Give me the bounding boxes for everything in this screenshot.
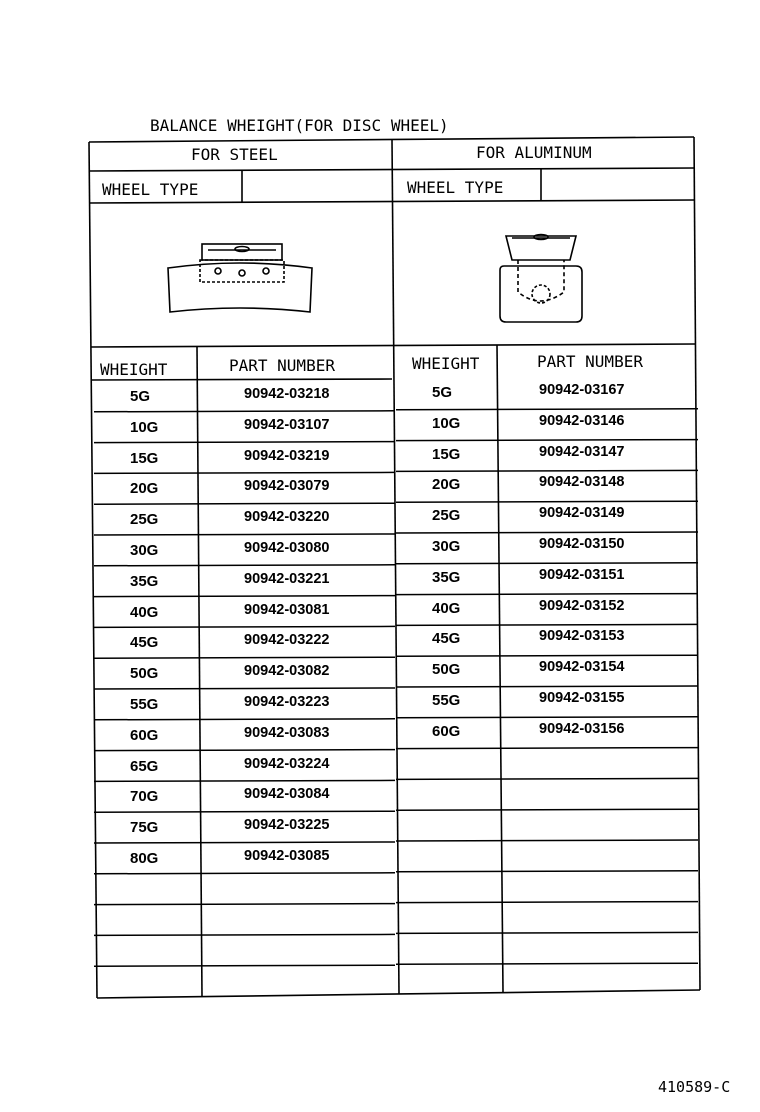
steel-col-weight: WHEIGHT bbox=[100, 360, 168, 379]
aluminum-part-number-cell: 90942-03167 bbox=[539, 382, 625, 398]
aluminum-weight-cell: 45G bbox=[432, 630, 461, 648]
steel-weight-cell: 60G bbox=[130, 726, 159, 744]
aluminum-weight-cell: 15G bbox=[432, 445, 461, 463]
aluminum-part-number-cell: 90942-03146 bbox=[539, 412, 625, 429]
steel-wheel-type-label: WHEEL TYPE bbox=[102, 180, 199, 199]
steel-part-number-cell: 90942-03225 bbox=[244, 817, 330, 834]
steel-part-number-cell: 90942-03220 bbox=[244, 509, 330, 526]
steel-part-number-cell: 90942-03224 bbox=[244, 755, 330, 772]
steel-part-number-cell: 90942-03218 bbox=[244, 386, 330, 402]
steel-weight-cell: 65G bbox=[130, 757, 159, 775]
aluminum-weight-illustration bbox=[490, 228, 590, 328]
aluminum-part-number-cell: 90942-03150 bbox=[539, 536, 625, 552]
steel-weight-cell: 80G bbox=[130, 850, 159, 867]
steel-part-number-cell: 90942-03219 bbox=[244, 447, 330, 464]
steel-weight-cell: 40G bbox=[130, 603, 159, 621]
aluminum-part-number-cell: 90942-03154 bbox=[539, 659, 625, 676]
aluminum-col-weight: WHEIGHT bbox=[412, 354, 480, 373]
aluminum-weight-cell: 60G bbox=[432, 722, 461, 740]
steel-part-number-cell: 90942-03223 bbox=[244, 694, 330, 710]
aluminum-part-number-cell: 90942-03148 bbox=[539, 474, 625, 491]
aluminum-weight-cell: 50G bbox=[432, 661, 461, 679]
steel-part-number-cell: 90942-03079 bbox=[244, 478, 330, 495]
figure-code: 410589-C bbox=[658, 1078, 731, 1096]
aluminum-header: FOR ALUMINUM bbox=[476, 143, 592, 162]
steel-part-number-cell: 90942-03081 bbox=[244, 601, 330, 618]
steel-part-number-cell: 90942-03083 bbox=[244, 724, 330, 741]
steel-weight-cell: 25G bbox=[130, 511, 159, 529]
steel-col-part: PART NUMBER bbox=[229, 356, 335, 375]
steel-part-number-cell: 90942-03084 bbox=[244, 786, 330, 803]
aluminum-col-part: PART NUMBER bbox=[537, 352, 643, 371]
steel-weight-cell: 70G bbox=[130, 788, 159, 806]
aluminum-weight-cell: 35G bbox=[432, 568, 461, 586]
steel-part-number-cell: 90942-03222 bbox=[244, 632, 330, 649]
aluminum-weight-cell: 25G bbox=[432, 507, 461, 525]
aluminum-weight-cell: 30G bbox=[432, 538, 461, 555]
steel-weight-cell: 75G bbox=[130, 819, 159, 837]
aluminum-weight-cell: 40G bbox=[432, 599, 461, 617]
steel-weight-cell: 35G bbox=[130, 572, 159, 590]
aluminum-part-number-cell: 90942-03147 bbox=[539, 443, 625, 460]
aluminum-part-number-cell: 90942-03153 bbox=[539, 628, 625, 645]
aluminum-weight-cell: 5G bbox=[432, 384, 453, 401]
steel-weight-cell: 55G bbox=[130, 696, 159, 713]
aluminum-part-number-cell: 90942-03151 bbox=[539, 566, 625, 583]
page-title: BALANCE WHEIGHT(FOR DISC WHEEL) bbox=[150, 116, 449, 135]
aluminum-wheel-type-label: WHEEL TYPE bbox=[407, 178, 504, 197]
aluminum-weight-cell: 10G bbox=[432, 414, 461, 432]
aluminum-part-number-cell: 90942-03152 bbox=[539, 597, 625, 614]
steel-part-number-cell: 90942-03107 bbox=[244, 416, 330, 433]
steel-weight-cell: 10G bbox=[130, 418, 159, 436]
steel-part-number-cell: 90942-03082 bbox=[244, 663, 330, 680]
steel-part-number-cell: 90942-03221 bbox=[244, 570, 330, 587]
aluminum-weight-cell: 55G bbox=[432, 692, 461, 709]
aluminum-part-number-cell: 90942-03155 bbox=[539, 690, 625, 706]
steel-weight-illustration bbox=[160, 236, 320, 316]
steel-weight-cell: 15G bbox=[130, 449, 159, 467]
steel-weight-cell: 50G bbox=[130, 665, 159, 683]
steel-weight-cell: 5G bbox=[130, 388, 151, 405]
steel-header: FOR STEEL bbox=[191, 145, 278, 164]
aluminum-part-number-cell: 90942-03156 bbox=[539, 720, 625, 737]
steel-part-number-cell: 90942-03085 bbox=[244, 848, 330, 864]
steel-weight-cell: 20G bbox=[130, 480, 159, 498]
aluminum-part-number-cell: 90942-03149 bbox=[539, 505, 625, 522]
steel-weight-cell: 30G bbox=[130, 542, 159, 559]
steel-weight-cell: 45G bbox=[130, 634, 159, 652]
aluminum-weight-cell: 20G bbox=[432, 476, 461, 494]
steel-part-number-cell: 90942-03080 bbox=[244, 540, 330, 556]
